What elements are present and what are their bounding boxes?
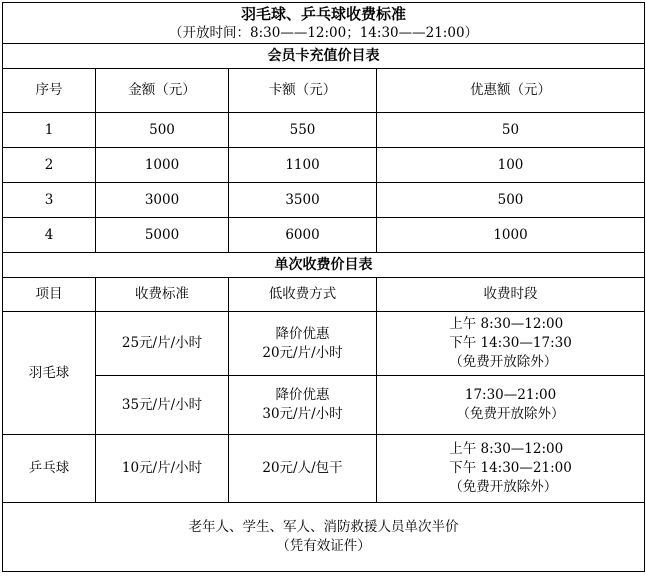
column-header: 序号	[3, 69, 96, 113]
method-cell	[229, 376, 377, 435]
table-cell: 3000	[96, 183, 229, 218]
table-cell: 1000	[96, 148, 229, 183]
note-row	[3, 503, 645, 572]
standard-cell: 10元/片/小时	[96, 435, 229, 503]
single-header-row	[3, 278, 645, 312]
column-header: 项目	[3, 278, 96, 312]
badminton-name: 羽毛球	[3, 312, 96, 435]
method-line: 降价优惠	[275, 387, 330, 403]
table-row	[3, 113, 645, 148]
note-cell	[3, 503, 645, 572]
time-line: （免费开放除外）	[449, 354, 558, 370]
column-header: 优惠额（元）	[377, 69, 645, 113]
time-line: 下午 14:30—21:00	[449, 460, 572, 476]
table-cell: 550	[229, 113, 377, 148]
time-line: 上午 8:30—12:00	[449, 316, 564, 332]
table-cell: 3500	[229, 183, 377, 218]
table-row	[3, 435, 645, 503]
single-section-title: 单次收费价目表	[3, 253, 645, 278]
method-line: 30元/片/小时	[262, 406, 343, 422]
table-cell: 100	[377, 148, 645, 183]
time-block	[449, 315, 572, 372]
discount-condition: （凭有效证件）	[276, 538, 371, 554]
fee-table	[2, 2, 645, 572]
table-cell: 1	[3, 113, 96, 148]
standard-cell: 25元/片/小时	[96, 312, 229, 376]
method-cell: 20元/人/包干	[229, 435, 377, 503]
column-header: 收费标准	[96, 278, 229, 312]
time-line: 下午 14:30—17:30	[449, 335, 572, 351]
method-line: 降价优惠	[275, 325, 330, 342]
opening-hours: （开放时间：8:30——12:00；14:30——21:00）	[169, 24, 479, 41]
table-cell: 4	[3, 218, 96, 253]
standard-cell: 35元/片/小时	[96, 376, 229, 435]
time-line: （免费开放除外）	[449, 479, 558, 495]
time-cell	[377, 376, 645, 435]
column-header: 卡额（元）	[229, 69, 377, 113]
table-cell: 1000	[377, 218, 645, 253]
member-section-row	[3, 44, 645, 69]
time-line: 上午 8:30—12:00	[449, 441, 564, 457]
table-cell: 6000	[229, 218, 377, 253]
time-line: 17:30—21:00	[464, 387, 557, 403]
table-row	[3, 183, 645, 218]
column-header: 低收费方式	[229, 278, 377, 312]
title-cell	[3, 3, 645, 44]
column-header: 收费时段	[377, 278, 645, 312]
time-cell	[377, 435, 645, 503]
column-header: 金额（元）	[96, 69, 229, 113]
time-cell	[377, 312, 645, 376]
method-line: 20元/片/小时	[262, 344, 343, 361]
fee-standard-sheet	[2, 2, 644, 583]
table-row	[3, 312, 645, 376]
table-cell: 3	[3, 183, 96, 218]
table-row	[3, 218, 645, 253]
title-row	[3, 3, 645, 44]
table-cell: 50	[377, 113, 645, 148]
table-cell: 1100	[229, 148, 377, 183]
member-section-title: 会员卡充值价目表	[3, 44, 645, 69]
table-row	[3, 376, 645, 435]
table-cell: 500	[377, 183, 645, 218]
time-block	[449, 440, 572, 497]
page-title: 羽毛球、乒乓球收费标准	[241, 4, 407, 23]
table-cell: 5000	[96, 218, 229, 253]
method-cell	[229, 312, 377, 376]
table-row	[3, 148, 645, 183]
single-section-row	[3, 253, 645, 278]
time-line: （免费开放除外）	[456, 406, 565, 422]
table-cell: 500	[96, 113, 229, 148]
discount-note: 老年人、学生、军人、消防救援人员单次半价	[188, 519, 459, 535]
table-cell: 2	[3, 148, 96, 183]
pingpong-name: 乒乓球	[3, 435, 96, 503]
member-header-row	[3, 69, 645, 113]
